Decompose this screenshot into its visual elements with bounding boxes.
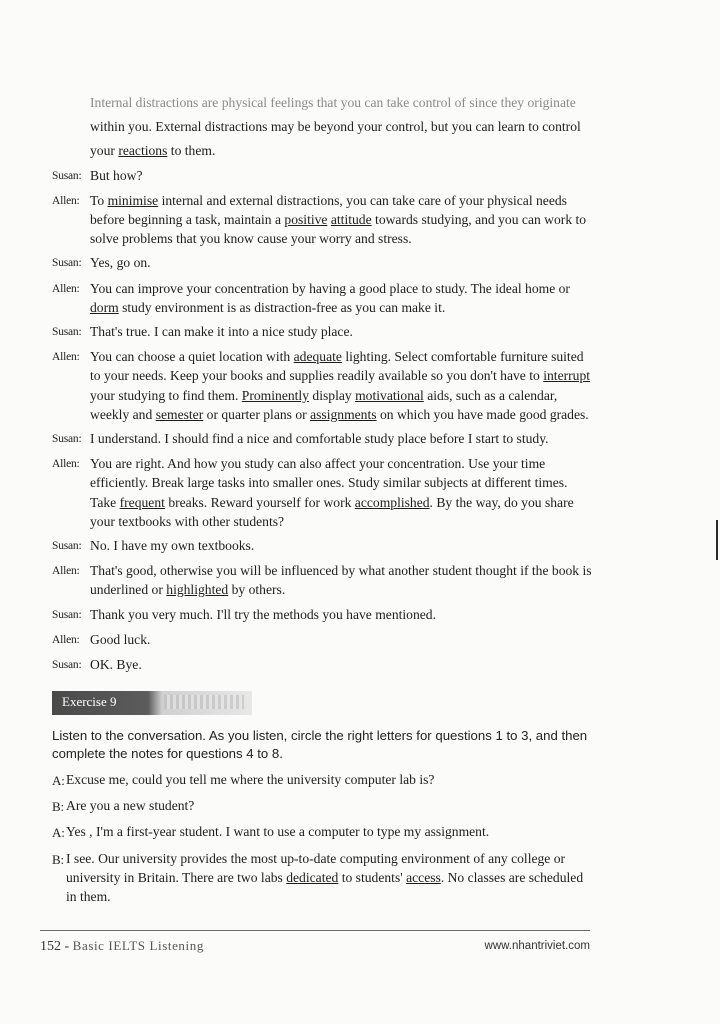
text-run: No. I have my own textbooks. bbox=[90, 538, 255, 554]
line-text bbox=[66, 770, 592, 789]
speaker-name: B: bbox=[52, 799, 64, 815]
line-text bbox=[90, 253, 592, 272]
dialogue-line bbox=[52, 454, 592, 531]
underlined-word: Prominently bbox=[241, 387, 310, 403]
text-run: lighting. Select comfortable furniture suited to your needs. Keep your books and supplies readily available so you don't have to bbox=[90, 349, 584, 384]
speaker-name: A: bbox=[52, 773, 65, 788]
text-run: That's true. I can make it into a nice study place. bbox=[90, 324, 353, 340]
speaker-name: Susan: bbox=[52, 540, 82, 553]
dialogue-line bbox=[52, 429, 592, 449]
line-text bbox=[90, 191, 592, 249]
text-run: You can choose a quiet location with bbox=[90, 349, 294, 365]
speaker-name: Susan: bbox=[52, 659, 82, 672]
dialogue-line bbox=[52, 191, 592, 249]
exercise-label-badge bbox=[52, 691, 252, 715]
line-text bbox=[90, 141, 592, 160]
underlined-word: access bbox=[406, 869, 441, 885]
line-text bbox=[66, 796, 592, 815]
dialogue-line bbox=[52, 166, 592, 186]
text-run: or quarter plans or bbox=[203, 406, 311, 422]
dialogue-line bbox=[52, 561, 592, 599]
text-run: on which you have made good grades. bbox=[376, 406, 589, 422]
line-text bbox=[90, 630, 592, 649]
text-run: within you. External distractions may be beyond your control, but you can learn to control bbox=[90, 119, 581, 135]
text-run: I see. Our university provides the most up-to-date computing environment of any college or university in Britain. There are two labs bbox=[66, 850, 566, 885]
speaker-name: Allen: bbox=[52, 633, 80, 646]
text-run: breaks. Reward yourself for work bbox=[164, 494, 355, 510]
dialogue-line bbox=[52, 279, 592, 317]
text-run: your bbox=[90, 143, 119, 159]
dialogue-line bbox=[52, 796, 592, 816]
text-run: Good luck. bbox=[90, 631, 151, 647]
underlined-word: minimise bbox=[107, 192, 159, 208]
text-run: Internal distractions are physical feelings that you can take control of since they originate bbox=[90, 95, 576, 110]
exercise-label: Exercise 9 bbox=[62, 694, 117, 709]
line-text bbox=[90, 93, 592, 112]
text-run: by others. bbox=[228, 582, 286, 598]
underlined-word: positive bbox=[284, 212, 328, 228]
text-run: That's good, otherwise you will be influenced by what another student thought if the book is underlined or bbox=[90, 563, 592, 598]
speaker-name: Susan: bbox=[52, 326, 82, 339]
dialogue-transcript bbox=[52, 93, 592, 680]
dialogue-line bbox=[52, 770, 592, 790]
page-number: 152 bbox=[40, 939, 61, 954]
text-run: to students' bbox=[338, 869, 407, 885]
text-run: Thank you very much. I'll try the methods you have mentioned. bbox=[90, 606, 436, 622]
underlined-word: accomplished bbox=[354, 494, 430, 510]
speaker-name: Allen: bbox=[52, 282, 80, 295]
speaker-name: Allen: bbox=[52, 565, 80, 578]
speaker-name: Susan: bbox=[52, 257, 82, 270]
underlined-word: highlighted bbox=[166, 582, 229, 598]
page-edge-mark bbox=[716, 520, 718, 560]
dialogue-line bbox=[52, 536, 592, 556]
footer-separator: - bbox=[64, 939, 70, 954]
underlined-word: dedicated bbox=[286, 869, 339, 885]
dialogue-line bbox=[52, 141, 592, 160]
text-run: You can improve your concentration by having a good place to study. The ideal home or bbox=[90, 280, 570, 296]
dialogue-line bbox=[52, 849, 592, 907]
speaker-name: Allen: bbox=[52, 458, 80, 471]
line-text bbox=[90, 429, 592, 448]
text-run: But how? bbox=[90, 167, 143, 183]
line-text bbox=[90, 117, 592, 136]
dialogue-line bbox=[52, 93, 592, 112]
underlined-word: frequent bbox=[119, 494, 165, 510]
dialogue-line bbox=[52, 347, 592, 424]
text-run: to them. bbox=[167, 143, 216, 159]
line-text bbox=[90, 561, 592, 599]
line-text bbox=[90, 166, 592, 185]
text-run: Are you a new student? bbox=[66, 798, 195, 814]
text-run: aids, such as a calendar, weekly and bbox=[90, 387, 558, 422]
line-text bbox=[90, 347, 592, 424]
text-run: towards studying, and you can work to solve problems that you know cause your worry and stress. bbox=[90, 212, 587, 247]
text-run: Excuse me, could you tell me where the university computer lab is? bbox=[66, 772, 435, 787]
line-text bbox=[90, 655, 592, 674]
text-run: You are right. And how you study can also affect your concentration. Use your time efficiently. Break large tasks into smaller ones. Study similar subjects at different times. Take bbox=[90, 456, 568, 510]
text-run: study environment is as distraction-free as you can make it. bbox=[118, 299, 446, 315]
speaker-name: Susan: bbox=[52, 433, 82, 446]
line-text bbox=[90, 279, 592, 317]
dialogue-line bbox=[52, 655, 592, 675]
footer-left bbox=[40, 938, 204, 955]
speaker-name bbox=[52, 141, 90, 142]
underlined-word: motivational bbox=[355, 387, 424, 403]
dialogue-line bbox=[52, 322, 592, 342]
book-title: Basic IELTS Listening bbox=[72, 938, 204, 953]
text-run: your studying to find them. bbox=[90, 387, 242, 403]
speaker-name bbox=[52, 117, 90, 118]
speaker-name: A: bbox=[52, 825, 65, 841]
website-url: www.nhantriviet.com bbox=[484, 940, 590, 952]
speaker-name: Allen: bbox=[52, 351, 80, 364]
underlined-word: attitude bbox=[330, 212, 372, 228]
line-text bbox=[90, 605, 592, 624]
dialogue-line bbox=[52, 822, 592, 842]
exercise-instructions: Listen to the conversation. As you listen, circle the right letters for questions 1 to 3, and then complete the notes for questions 4 to 8. bbox=[52, 728, 588, 761]
underlined-word: dorm bbox=[90, 299, 119, 315]
speaker-name: Susan: bbox=[52, 169, 82, 182]
text-run: . By the way, do you share your textbooks with other students? bbox=[90, 494, 574, 529]
text-run: display bbox=[309, 387, 356, 403]
line-text bbox=[66, 822, 592, 841]
speaker-name: Susan: bbox=[52, 608, 82, 621]
dialogue-line bbox=[52, 117, 592, 136]
text-run: . No classes are scheduled in them. bbox=[66, 869, 584, 905]
text-run: Yes , I'm a first-year student. I want to use a computer to type my assignment. bbox=[66, 824, 490, 840]
exercise-badge-decoration bbox=[164, 695, 244, 709]
text-run: internal and external distractions, you can take care of your physical needs before beginning a task, maintain a bbox=[90, 192, 567, 228]
footer-divider bbox=[40, 930, 590, 931]
speaker-name: B: bbox=[52, 851, 64, 867]
underlined-word: adequate bbox=[293, 349, 342, 365]
line-text bbox=[90, 536, 592, 555]
underlined-word: reactions bbox=[118, 143, 168, 159]
text-run: To bbox=[90, 192, 108, 208]
text-run: OK. Bye. bbox=[90, 657, 142, 673]
speaker-name bbox=[52, 93, 90, 94]
exercise-dialogue bbox=[52, 770, 592, 912]
dialogue-line bbox=[52, 605, 592, 625]
underlined-word: assignments bbox=[310, 406, 377, 422]
text-run: I understand. I should find a nice and comfortable study place before I start to study. bbox=[90, 431, 549, 447]
speaker-name: Allen: bbox=[52, 194, 80, 207]
line-text bbox=[90, 322, 592, 341]
line-text bbox=[66, 849, 592, 907]
line-text bbox=[90, 454, 592, 531]
dialogue-line bbox=[52, 253, 592, 273]
underlined-word: interrupt bbox=[543, 368, 591, 384]
text-run: Yes, go on. bbox=[90, 255, 151, 271]
underlined-word: semester bbox=[155, 406, 204, 422]
dialogue-line bbox=[52, 630, 592, 650]
